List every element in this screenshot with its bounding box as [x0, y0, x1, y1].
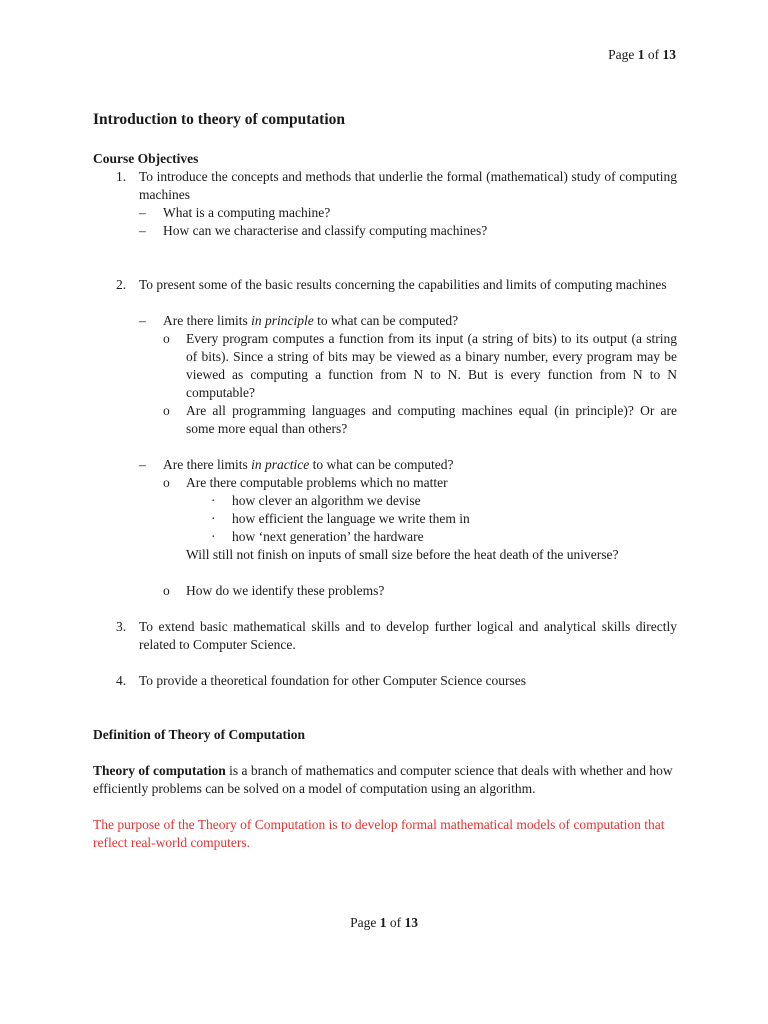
- objective-item-2: 2. To present some of the basic results concerning the capabilities and limits of computing machines: [116, 277, 667, 292]
- section-heading-objectives: Course Objectives: [93, 151, 199, 166]
- purpose-paragraph: The purpose of the Theory of Computation is to develop formal mathematical models of computation that reflect real-world computers.: [93, 817, 665, 850]
- practice-bullet: · how ‘next generation’ the hardware: [211, 529, 424, 544]
- question-limits-practice: – Are there limits in practice to what can be computed?: [139, 457, 454, 472]
- section-heading-definition: Definition of Theory of Computation: [93, 727, 306, 742]
- document-title: Introduction to theory of computation: [93, 111, 346, 128]
- question-limits-principle: – Are there limits in principle to what can be computed?: [139, 313, 459, 328]
- dot-bullet: ·: [211, 493, 216, 508]
- practice-point-2: o How do we identify these problems?: [163, 583, 385, 598]
- objective-item-3: 3. To extend basic mathematical skills and to develop further logical and analytical skills directly related to Computer Science.: [116, 619, 677, 652]
- objective-item-4: 4. To provide a theoretical foundation for other Computer Science courses: [116, 673, 527, 688]
- circle-bullet: o: [163, 475, 170, 490]
- circle-bullet: o: [163, 331, 170, 346]
- practice-point-continuation: Will still not finish on inputs of small size before the heat death of the universe?: [186, 547, 619, 562]
- circle-bullet: o: [163, 583, 170, 598]
- document-body: [93, 110, 677, 852]
- practice-point-1: o Are there computable problems which no matter: [163, 475, 448, 490]
- dot-bullet: ·: [211, 529, 216, 544]
- practice-bullet: · how clever an algorithm we devise: [211, 493, 421, 508]
- practice-bullet: · how efficient the language we write them in: [211, 511, 470, 526]
- page-number-header: Page 1 of 13: [608, 47, 676, 62]
- dash-bullet: –: [139, 223, 146, 238]
- page-number-footer: Page 1 of 13: [350, 915, 418, 930]
- principle-point-1: o Every program computes a function from its input (a string of bits) to its output (a string of bits). Since a string of bits may be viewed as a binary number, every program may be viewed as computing a function from N to N. But is every function from N to N computable?: [163, 331, 677, 400]
- definition-paragraph: Theory of computation is a branch of mathematics and computer science that deals with whether and how efficiently problems can be solved on a model of computation using an algorithm.: [93, 763, 673, 796]
- sub-question: – What is a computing machine?: [139, 205, 331, 220]
- dash-bullet: –: [139, 313, 146, 328]
- dash-bullet: –: [139, 457, 146, 472]
- dot-bullet: ·: [211, 511, 216, 526]
- principle-point-2: o Are all programming languages and computing machines equal (in principle)? Or are some more equal than others?: [163, 403, 677, 436]
- objective-item-1: 1. To introduce the concepts and methods that underlie the formal (mathematical) study of computing machines: [116, 169, 677, 202]
- dash-bullet: –: [139, 205, 146, 220]
- sub-question: – How can we characterise and classify computing machines?: [139, 223, 488, 238]
- circle-bullet: o: [163, 403, 170, 418]
